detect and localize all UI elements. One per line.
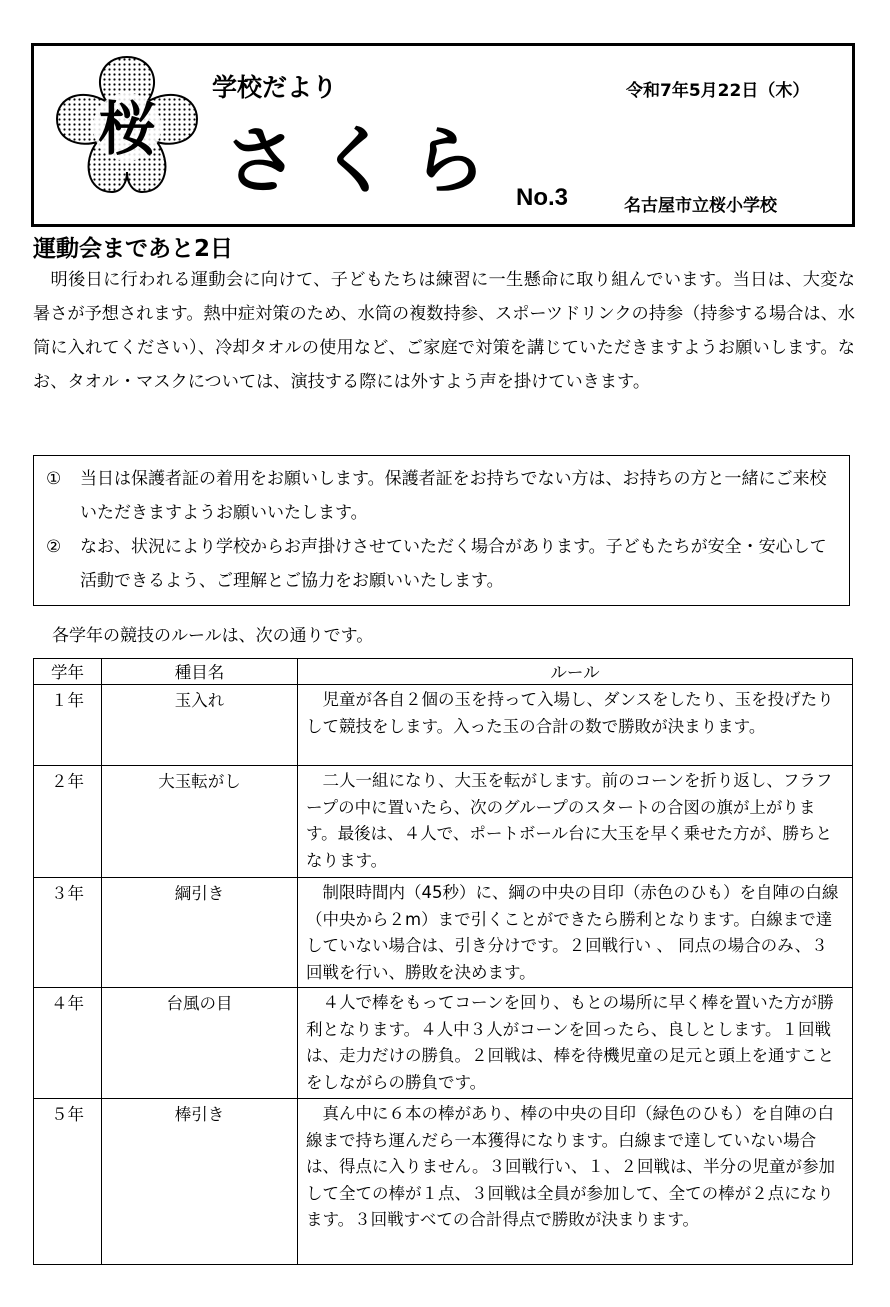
header-grade: 学年 [34, 659, 102, 685]
event-cell: 玉入れ [102, 685, 298, 766]
table-row [34, 685, 853, 766]
notice-number: ① [46, 469, 62, 489]
newsletter-header [31, 43, 855, 227]
school-name: 名古屋市立桜小学校 [624, 196, 777, 216]
rule-cell: ４人で棒をもってコーンを回り、もとの場所に早く棒を置いた方が勝利となります。４人中３人がコーンを回ったら、良しとします。１回戦は、走力だけの勝負。２回戦は、棒を待機児童の足元と頭上を通すことをしながらの勝負です。 [298, 988, 853, 1099]
notice-number: ② [46, 537, 62, 557]
grade-cell: ５年 [34, 1099, 102, 1265]
grade-cell: ３年 [34, 878, 102, 988]
issue-number: No.3 [516, 184, 569, 211]
grade-cell: ２年 [34, 766, 102, 878]
event-cell: 綱引き [102, 878, 298, 988]
event-cell: 台風の目 [102, 988, 298, 1099]
rule-cell: 制限時間内（45秒）に、綱の中央の目印（赤色のひも）を自陣の白線（中央から２m）まで引くことができたら勝利となります。白線まで達していない場合は、引き分けです。２回戦行い 、 同点の場合のみ、３回戦を行い、勝敗を決めます。 [298, 878, 853, 988]
table-header-row [34, 659, 853, 685]
table-row [34, 988, 853, 1099]
grade-cell: １年 [34, 685, 102, 766]
rules-intro: 各学年の競技のルールは、次の通りです。 [52, 626, 374, 646]
table-row [34, 878, 853, 988]
table-row [34, 766, 853, 878]
event-cell: 大玉転がし [102, 766, 298, 878]
notice-item [46, 462, 837, 530]
sakura-school-emblem-icon [52, 49, 202, 199]
header-event: 種目名 [102, 659, 298, 685]
event-cell: 棒引き [102, 1099, 298, 1265]
rule-cell: 真ん中に６本の棒があり、棒の中央の目印（緑色のひも）を自陣の白線まで持ち運んだら一本獲得になります。白線まで達していない場合は、得点に入りません。３回戦行い、１、２回戦は、半分の児童が参加して全ての棒が１点、３回戦は全員が参加して、全ての棒が２点になります。３回戦すべての合計得点で勝敗が決まります。 [298, 1099, 853, 1265]
svg-text:桜: 桜 [97, 95, 157, 163]
newsletter-label: 学校だより [212, 73, 338, 102]
notice-item [46, 530, 837, 598]
section-heading: 運動会まであと2日 [33, 236, 234, 262]
header-rule: ルール [298, 659, 853, 685]
rule-cell: 児童が各自２個の玉を持って入場し、ダンスをしたり、玉を投げたりして競技をします。入った玉の合計の数で勝敗が決まります。 [298, 685, 853, 766]
notice-box [33, 455, 850, 606]
newsletter-title: さくら [224, 118, 506, 204]
notice-text: 当日は保護者証の着用をお願いします。保護者証をお持ちでない方は、お持ちの方と一緒にご来校いただきますようお願いいたします。 [80, 469, 827, 523]
rules-table [33, 658, 853, 1265]
table-row [34, 1099, 853, 1265]
grade-cell: ４年 [34, 988, 102, 1099]
rule-cell: 二人一組になり、大玉を転がします。前のコーンを折り返し、フラフープの中に置いたら、次のグループのスタートの合図の旗が上がります。最後は、４人で、ポートボール台に大玉を早く乗せた方が、勝ちとなります。 [298, 766, 853, 878]
issue-date: 令和7年5月22日（木） [626, 81, 810, 101]
intro-paragraph: 明後日に行われる運動会に向けて、子どもたちは練習に一生懸命に取り組んでいます。当日は、大変な暑さが予想されます。熱中症対策のため、水筒の複数持参、スポーツドリンクの持参（持参する場合は、水筒に入れてください）、冷却タオルの使用など、ご家庭で対策を講じていただきますようお願いします。なお、タオル・マスクについては、演技する際には外すよう声を掛けていきます。 [33, 270, 855, 392]
notice-text: なお、状況により学校からお声掛けさせていただく場合があります。子どもたちが安全・安心して活動できるよう、ご理解とご協力をお願いいたします。 [80, 537, 827, 591]
